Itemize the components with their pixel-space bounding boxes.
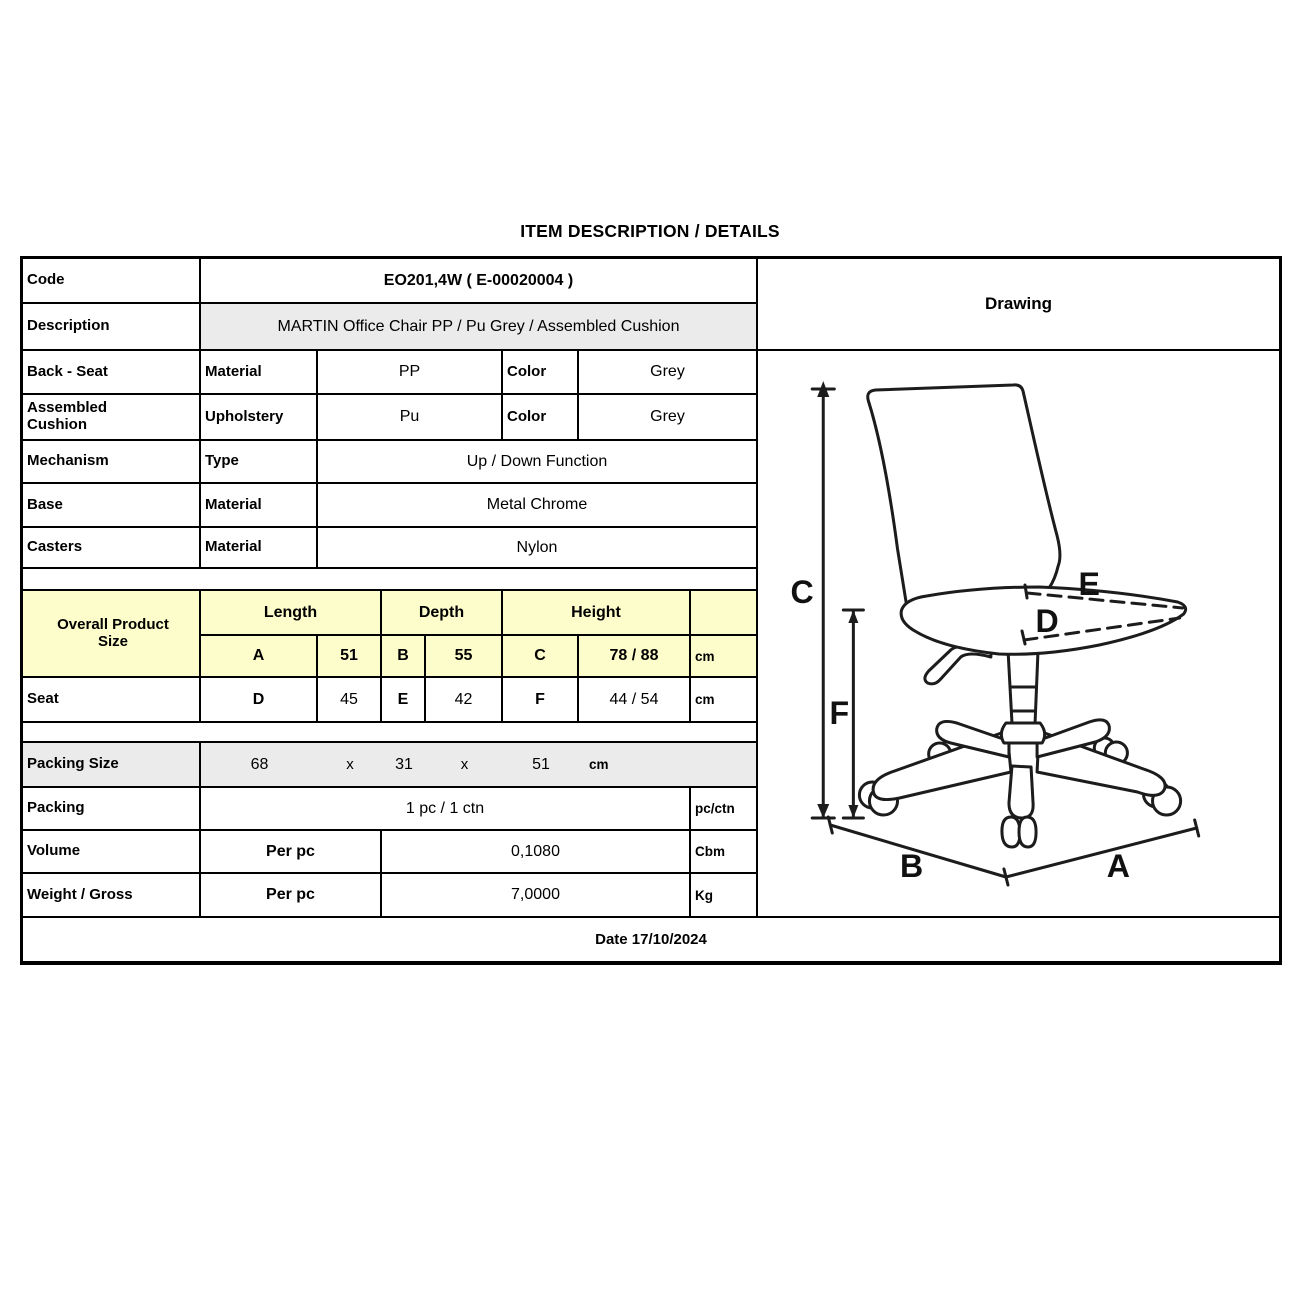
cushion-label: Assembled Cushion xyxy=(23,395,201,441)
casters-label: Casters xyxy=(23,528,201,569)
weight-per: Per pc xyxy=(201,874,382,918)
dim-label-e: E xyxy=(1078,566,1100,602)
dim-label-c: C xyxy=(790,574,814,610)
drawing-header: Drawing xyxy=(758,259,1279,351)
dim-label-d: D xyxy=(1035,603,1059,639)
volume-label: Volume xyxy=(23,831,201,874)
back-seat-color-label: Color xyxy=(503,351,579,395)
packing-value: 1 pc / 1 ctn xyxy=(201,788,691,831)
chair-drawing xyxy=(758,351,1279,916)
seat-label: Seat xyxy=(23,678,201,723)
packing-size-label: Packing Size xyxy=(23,743,201,788)
dim-c-key: C xyxy=(503,636,579,678)
volume-per: Per pc xyxy=(201,831,382,874)
spacer-row xyxy=(23,569,758,591)
drawing-cell xyxy=(758,351,1279,918)
spacer-row xyxy=(23,723,758,743)
chair-base-hub xyxy=(1001,723,1044,743)
dim-c-value: 78 / 88 xyxy=(579,636,691,678)
casters-value: Nylon xyxy=(318,528,758,569)
volume-value: 0,1080 xyxy=(382,831,691,874)
base-attr: Material xyxy=(201,484,318,528)
code-label: Code xyxy=(23,259,201,304)
cushion-color-value: Grey xyxy=(579,395,758,441)
dim-f-value: 44 / 54 xyxy=(579,678,691,723)
cushion-material: Pu xyxy=(318,395,503,441)
cushion-attr: Upholstery xyxy=(201,395,318,441)
overall-size-label: Overall Product Size xyxy=(23,591,201,678)
casters-attr: Material xyxy=(201,528,318,569)
height-header: Height xyxy=(503,591,691,636)
packing-size-unit: cm xyxy=(589,757,609,772)
back-seat-material: PP xyxy=(318,351,503,395)
dim-e-value: 42 xyxy=(426,678,503,723)
dim-b-value: 55 xyxy=(426,636,503,678)
dim-label-b: B xyxy=(899,848,924,884)
dim-b-key: B xyxy=(382,636,426,678)
seat-unit: cm xyxy=(691,678,758,723)
packing-label: Packing xyxy=(23,788,201,831)
depth-header: Depth xyxy=(382,591,503,636)
description-label: Description xyxy=(23,304,201,351)
cushion-color-label: Color xyxy=(503,395,579,441)
code-value: EO201,4W ( E-00020004 ) xyxy=(201,259,758,304)
packing-size-v2: 31 xyxy=(395,755,413,773)
packing-size-v3: 51 xyxy=(532,755,550,773)
mechanism-value: Up / Down Function xyxy=(318,441,758,484)
dim-a-value: 51 xyxy=(318,636,382,678)
packing-size-values xyxy=(201,743,758,788)
mechanism-label: Mechanism xyxy=(23,441,201,484)
mechanism-attr: Type xyxy=(201,441,318,484)
length-header: Length xyxy=(201,591,382,636)
weight-value: 7,0000 xyxy=(382,874,691,918)
back-seat-attr: Material xyxy=(201,351,318,395)
chair-base-leg-front xyxy=(1009,766,1033,818)
size-header-empty xyxy=(691,591,758,636)
description-value: MARTIN Office Chair PP / Pu Grey / Assembled Cushion xyxy=(201,304,758,351)
packing-size-v1: 68 xyxy=(250,755,269,773)
date-row: Date 17/10/2024 xyxy=(595,931,707,948)
base-label: Base xyxy=(23,484,201,528)
packing-size-x1: x xyxy=(346,756,354,773)
dim-d-value: 45 xyxy=(318,678,382,723)
dim-label-a: A xyxy=(1106,848,1130,884)
packing-size-x2: x xyxy=(460,756,469,773)
dim-label-f: F xyxy=(829,695,850,731)
base-value: Metal Chrome xyxy=(318,484,758,528)
dim-d-key: D xyxy=(201,678,318,723)
dim-f-key: F xyxy=(503,678,579,723)
packing-unit: pc/ctn xyxy=(691,788,758,831)
page-title: ITEM DESCRIPTION / DETAILS xyxy=(520,221,780,241)
dim-a-key: A xyxy=(201,636,318,678)
weight-unit: Kg xyxy=(691,874,758,918)
overall-unit: cm xyxy=(691,636,758,678)
spec-table xyxy=(20,256,1282,965)
chair-backrest xyxy=(868,385,1060,605)
back-seat-label: Back - Seat xyxy=(23,351,201,395)
dim-e-key: E xyxy=(382,678,426,723)
volume-unit: Cbm xyxy=(691,831,758,874)
back-seat-color-value: Grey xyxy=(579,351,758,395)
weight-label: Weight / Gross xyxy=(23,874,201,918)
